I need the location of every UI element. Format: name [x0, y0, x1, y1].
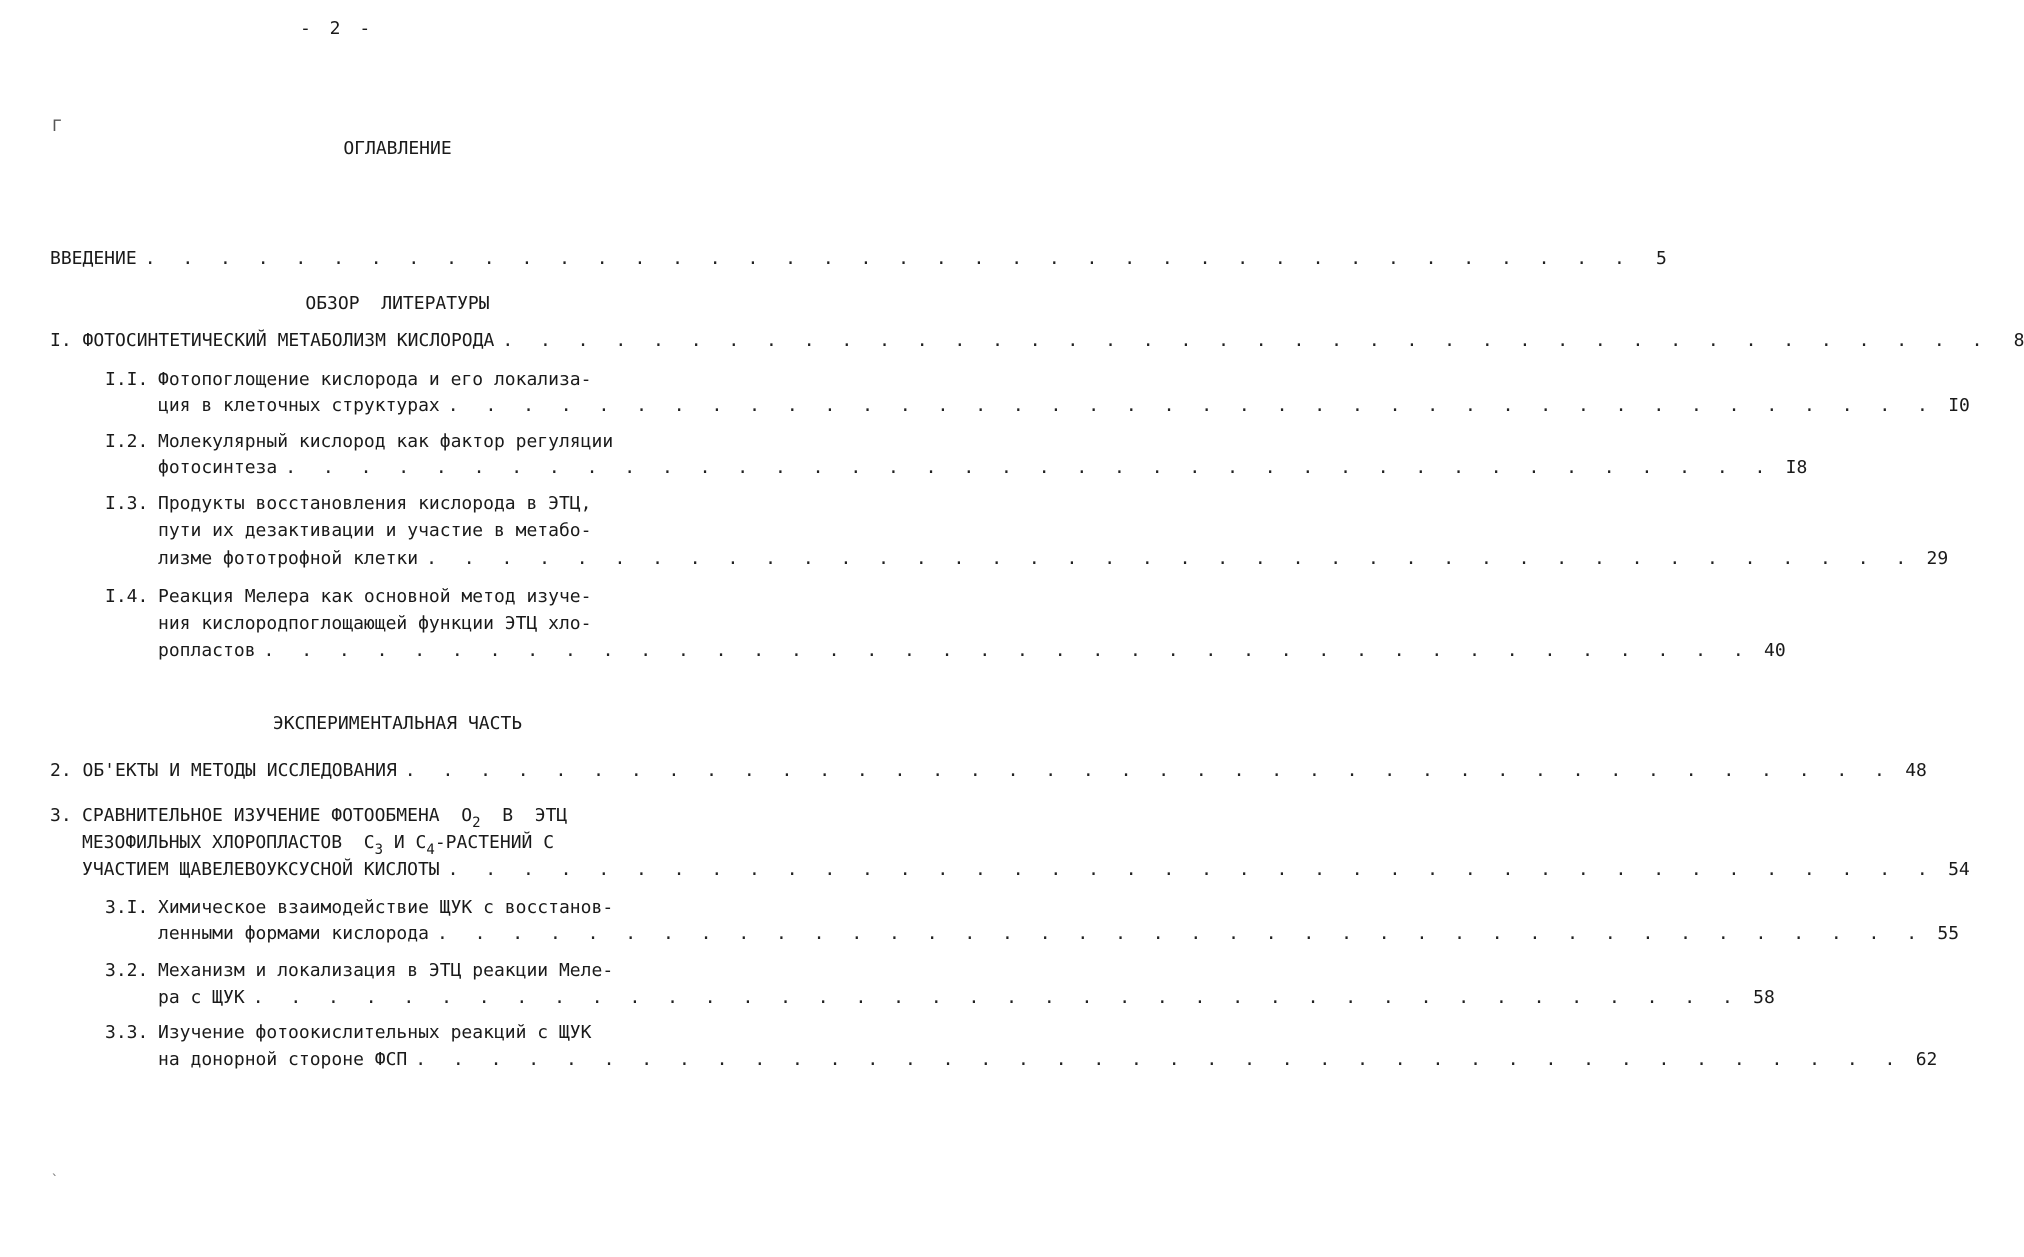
toc-entry-section-3-1	[158, 923, 1960, 944]
toc-entry-page: 8	[2013, 330, 2024, 351]
toc-chapter-line: СРАВНИТЕЛЬНОЕ ИЗУЧЕНИЕ ФОТООБМЕНА $О_2$ В ЭТЦ	[82, 805, 568, 831]
toc-entry-label: I. ФОТОСИНТЕТИЧЕСКИЙ МЕТАБОЛИЗМ КИСЛОРОДА	[50, 330, 495, 351]
toc-entry-page: 40	[1763, 640, 1786, 661]
toc-section-number: I.3.	[105, 493, 149, 514]
toc-entry-page: 29	[1926, 548, 1949, 569]
dot-leader: . . . . . . . . . . . . . . . . . . . . . . . . . . . . . . . . . . . . . . . .	[447, 395, 1936, 416]
toc-section-number: 3.3.	[105, 1022, 149, 1043]
toc-section-line: фотосинтеза	[158, 457, 278, 478]
toc-section-line: лизме фототрофной клетки	[158, 548, 419, 569]
toc-section-line: на донорной стороне ФСП	[158, 1049, 408, 1070]
toc-section-line: Реакция Мелера как основной метод изуче-	[158, 586, 592, 607]
toc-entry-chapter-3	[82, 859, 1970, 880]
dot-leader: . . . . . . . . . . . . . . . . . . . . . . . . . . . . . . . . . . . . . . . .	[502, 330, 1991, 351]
toc-title: ОГЛАВЛЕНИЕ	[343, 138, 452, 159]
section-heading-literature: ОБЗОР ЛИТЕРАТУРЫ	[305, 293, 490, 314]
dot-leader: . . . . . . . . . . . . . . . . . . . . . . . . . . . . . . . . . . . . . . . .	[426, 548, 1915, 569]
section-heading-experimental: ЭКСПЕРИМЕНТАЛЬНАЯ ЧАСТЬ	[272, 713, 523, 734]
toc-entry-chapter-1	[50, 330, 2024, 351]
dot-leader: . . . . . . . . . . . . . . . . . . . . . . . . . . . . . . . . . . . . . . . .	[263, 640, 1752, 661]
toc-entry-page: 62	[1915, 1049, 1938, 1070]
toc-section-line: ра с ЩУК	[158, 987, 245, 1008]
dot-leader: . . . . . . . . . . . . . . . . . . . . . . . . . . . . . . . . . . . . . . . .	[144, 248, 1633, 269]
toc-entry-section-3-3	[158, 1049, 1938, 1070]
toc-entry-section-1-2	[158, 457, 1808, 478]
toc-section-line: Механизм и локализация в ЭТЦ реакции Меле-	[158, 960, 614, 981]
toc-section-number: I.2.	[105, 431, 149, 452]
toc-section-line: ция в клеточных структурах	[158, 395, 440, 416]
toc-entry-section-1-3	[158, 548, 1949, 569]
toc-entry-section-3-2	[158, 987, 1775, 1008]
page-number: - 2 -	[300, 18, 375, 39]
toc-section-line: Химическое взаимодействие ЩУК с восстанов-	[158, 897, 614, 918]
toc-section-line: ния кислородпоглощающей функции ЭТЦ хло-	[158, 613, 592, 634]
toc-entry-page: I0	[1948, 395, 1970, 416]
toc-section-number: I.4.	[105, 586, 149, 607]
toc-entry-section-1-4	[158, 640, 1786, 661]
dot-leader: . . . . . . . . . . . . . . . . . . . . . . . . . . . . . . . . . . . . . . . .	[285, 457, 1774, 478]
toc-chapter-number: 3.	[50, 805, 72, 826]
toc-section-line: пути их дезактивации и участие в метабо-	[158, 520, 592, 541]
toc-entry-page: I8	[1785, 457, 1808, 478]
toc-entry-page: 5	[1655, 248, 1667, 269]
toc-section-line: ленными формами кислорода	[158, 923, 429, 944]
toc-entry-page: 55	[1937, 923, 1960, 944]
toc-section-line: Продукты восстановления кислорода в ЭТЦ,	[158, 493, 592, 514]
dot-leader: . . . . . . . . . . . . . . . . . . . . . . . . . . . . . . . . . . . . . . . .	[404, 760, 1893, 781]
corner-mark: Г	[52, 116, 62, 135]
toc-section-number: I.I.	[105, 369, 149, 390]
dot-leader: . . . . . . . . . . . . . . . . . . . . . . . . . . . . . . . . . . . . . . . .	[447, 859, 1936, 880]
toc-chapter-line: МЕЗОФИЛЬНЫХ ХЛОРОПЛАСТОВ $С_3$ И $С_4$-РАСТЕНИЙ С	[82, 832, 555, 858]
dot-leader: . . . . . . . . . . . . . . . . . . . . . . . . . . . . . . . . . . . . . . . .	[415, 1049, 1904, 1070]
toc-chapter-line: УЧАСТИЕМ ЩАВЕЛЕВОУКСУСНОЙ КИСЛОТЫ	[82, 859, 440, 880]
dot-leader: . . . . . . . . . . . . . . . . . . . . . . . . . . . . . . . . . . . . . . . .	[436, 923, 1926, 944]
toc-entry-page: 48	[1905, 760, 1927, 781]
toc-section-line: Молекулярный кислород как фактор регуляции	[158, 431, 614, 452]
dot-leader: . . . . . . . . . . . . . . . . . . . . . . . . . . . . . . . . . . . . . . . .	[252, 987, 1741, 1008]
toc-entry-label: 2. ОБ'ЕКТЫ И МЕТОДЫ ИССЛЕДОВАНИЯ	[50, 760, 397, 781]
toc-section-line: Фотопоглощение кислорода и его локализа-	[158, 369, 592, 390]
toc-entry-chapter-2	[50, 760, 1927, 781]
toc-entry-page: 54	[1948, 859, 1970, 880]
toc-entry-label: ВВЕДЕНИЕ	[50, 248, 137, 269]
toc-section-line: ропластов	[158, 640, 256, 661]
toc-section-number: 3.I.	[105, 897, 149, 918]
toc-section-line: Изучение фотоокислительных реакций с ЩУК	[158, 1022, 592, 1043]
toc-entry-page: 58	[1753, 987, 1775, 1008]
toc-entry-intro	[50, 248, 1667, 269]
toc-section-number: 3.2.	[105, 960, 149, 981]
bottom-mark: ˎ	[50, 1160, 59, 1176]
toc-entry-section-1-1	[158, 395, 1970, 416]
